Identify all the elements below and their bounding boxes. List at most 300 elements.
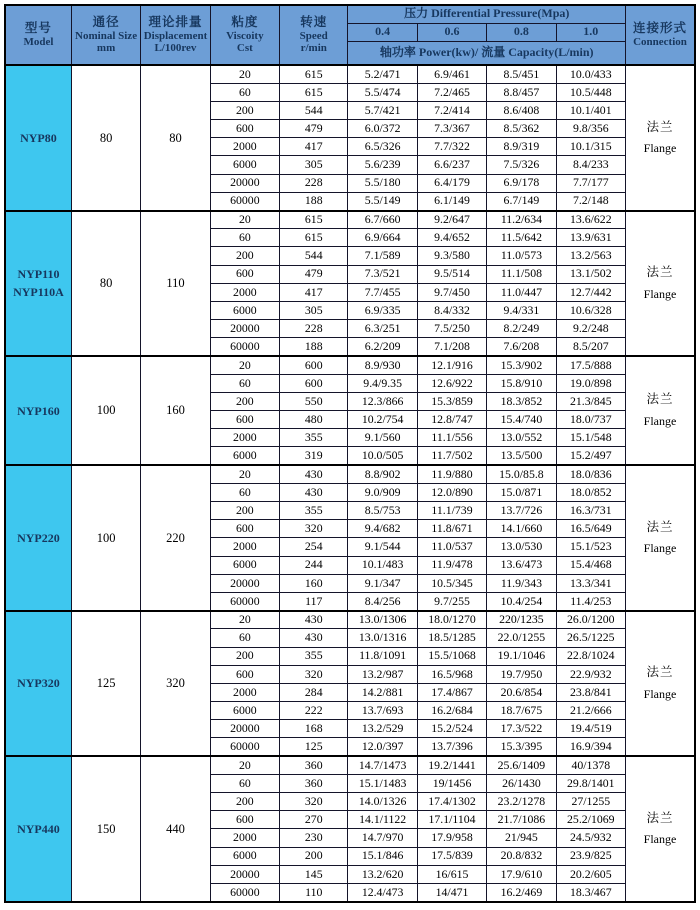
power-capacity-0.4-cell: 9.1/347 <box>348 574 417 592</box>
power-capacity-1.0-cell: 17.5/888 <box>556 356 625 374</box>
viscosity-cell: 600 <box>210 665 279 683</box>
connection-cell-line: 法兰 <box>646 810 674 825</box>
power-capacity-0.6-cell: 11.9/478 <box>417 556 486 574</box>
power-capacity-0.8-cell: 8.5/362 <box>487 120 556 138</box>
power-capacity-0.4-cell: 6.5/326 <box>348 138 417 156</box>
table-header <box>5 5 695 65</box>
power-capacity-1.0-cell: 16.9/394 <box>556 738 625 756</box>
header-connection-zh: 连接形式 <box>632 21 687 36</box>
speed-cell: 355 <box>280 502 348 520</box>
connection-cell-line: 法兰 <box>646 665 674 680</box>
viscosity-cell: 20 <box>210 465 279 483</box>
power-capacity-0.8-cell: 16.2/469 <box>487 883 556 901</box>
model-cell-line: NYP440 <box>17 821 60 836</box>
speed-cell: 355 <box>280 647 348 665</box>
connection-cell-line: Flange <box>643 541 677 556</box>
power-capacity-1.0-cell: 15.1/548 <box>556 429 625 447</box>
power-capacity-1.0-cell: 10.5/448 <box>556 83 625 101</box>
power-capacity-0.8-cell: 6.7/149 <box>487 192 556 210</box>
power-capacity-1.0-cell: 18.0/836 <box>556 465 625 483</box>
header-model-zh: 型号 <box>24 21 52 36</box>
displacement-cell: 110 <box>141 211 210 357</box>
power-capacity-0.8-cell: 22.0/1255 <box>487 629 556 647</box>
power-capacity-0.6-cell: 11.9/880 <box>417 465 486 483</box>
connection-cell <box>626 756 696 902</box>
power-capacity-0.6-cell: 9.3/580 <box>417 247 486 265</box>
viscosity-cell: 600 <box>210 265 279 283</box>
power-capacity-0.6-cell: 12.1/916 <box>417 356 486 374</box>
power-capacity-0.8-cell: 8.5/451 <box>487 65 556 83</box>
power-capacity-0.4-cell: 5.2/471 <box>348 65 417 83</box>
viscosity-cell: 2000 <box>210 683 279 701</box>
viscosity-cell: 20000 <box>210 574 279 592</box>
power-capacity-1.0-cell: 13.9/631 <box>556 229 625 247</box>
power-capacity-0.6-cell: 17.4/867 <box>417 683 486 701</box>
speed-cell: 430 <box>280 629 348 647</box>
viscosity-cell: 60000 <box>210 738 279 756</box>
power-capacity-0.8-cell: 15.4/740 <box>487 411 556 429</box>
speed-cell: 145 <box>280 865 348 883</box>
displacement-cell: 80 <box>141 65 210 211</box>
power-capacity-0.6-cell: 16.2/684 <box>417 702 486 720</box>
power-capacity-1.0-cell: 23.9/825 <box>556 847 625 865</box>
power-capacity-0.8-cell: 8.8/457 <box>487 83 556 101</box>
power-capacity-1.0-cell: 10.1/315 <box>556 138 625 156</box>
power-capacity-0.4-cell: 9.4/682 <box>348 520 417 538</box>
nominal-size-cell: 150 <box>71 756 140 902</box>
power-capacity-0.6-cell: 12.0/890 <box>417 483 486 501</box>
viscosity-cell: 6000 <box>210 156 279 174</box>
power-capacity-0.4-cell: 8.5/753 <box>348 502 417 520</box>
displacement-cell: 440 <box>141 756 210 902</box>
power-capacity-0.8-cell: 26/1430 <box>487 774 556 792</box>
connection-cell-line: 法兰 <box>646 392 674 407</box>
viscosity-cell: 2000 <box>210 138 279 156</box>
header-speed-unit: r/min <box>300 42 327 55</box>
power-capacity-1.0-cell: 23.8/841 <box>556 683 625 701</box>
speed-cell: 284 <box>280 683 348 701</box>
power-capacity-0.6-cell: 11.0/537 <box>417 538 486 556</box>
power-capacity-0.6-cell: 19/1456 <box>417 774 486 792</box>
power-capacity-0.4-cell: 10.0/505 <box>348 447 417 465</box>
power-capacity-0.8-cell: 21.7/1086 <box>487 811 556 829</box>
speed-cell: 615 <box>280 65 348 83</box>
power-capacity-1.0-cell: 15.4/468 <box>556 556 625 574</box>
model-cell-line: NYP80 <box>20 130 57 145</box>
header-nominal-size <box>71 5 140 65</box>
header-displacement <box>141 5 210 65</box>
speed-cell: 600 <box>280 374 348 392</box>
header-model <box>5 5 71 65</box>
connection-cell-line: Flange <box>643 686 677 701</box>
viscosity-cell: 200 <box>210 502 279 520</box>
power-capacity-0.6-cell: 12.8/747 <box>417 411 486 429</box>
power-capacity-0.8-cell: 11.0/447 <box>487 283 556 301</box>
power-capacity-0.6-cell: 7.3/367 <box>417 120 486 138</box>
power-capacity-0.8-cell: 15.0/871 <box>487 483 556 501</box>
header-connection <box>626 5 696 65</box>
viscosity-cell: 600 <box>210 120 279 138</box>
power-capacity-0.4-cell: 9.4/9.35 <box>348 374 417 392</box>
header-power-capacity: 轴功率 Power(kw)/ 流量 Capacity(L/min) <box>348 41 626 65</box>
viscosity-cell: 6000 <box>210 556 279 574</box>
spec-row <box>5 611 695 629</box>
power-capacity-0.4-cell: 15.1/846 <box>348 847 417 865</box>
pump-spec-table <box>4 4 696 903</box>
power-capacity-0.6-cell: 9.7/450 <box>417 283 486 301</box>
speed-cell: 320 <box>280 520 348 538</box>
speed-cell: 417 <box>280 138 348 156</box>
power-capacity-0.8-cell: 11.0/573 <box>487 247 556 265</box>
spec-row <box>5 65 695 83</box>
power-capacity-0.6-cell: 15.2/524 <box>417 720 486 738</box>
viscosity-cell: 600 <box>210 520 279 538</box>
power-capacity-1.0-cell: 22.8/1024 <box>556 647 625 665</box>
power-capacity-0.8-cell: 8.2/249 <box>487 320 556 338</box>
power-capacity-0.4-cell: 12.3/866 <box>348 392 417 410</box>
power-capacity-0.6-cell: 11.1/739 <box>417 502 486 520</box>
power-capacity-0.6-cell: 7.2/465 <box>417 83 486 101</box>
power-capacity-0.6-cell: 15.3/859 <box>417 392 486 410</box>
model-cell-line: NYP160 <box>17 403 60 418</box>
speed-cell: 160 <box>280 574 348 592</box>
power-capacity-1.0-cell: 19.0/898 <box>556 374 625 392</box>
spec-row <box>5 756 695 774</box>
pressure-value-0.4: 0.4 <box>348 23 417 41</box>
connection-cell <box>626 611 696 757</box>
power-capacity-0.6-cell: 17.4/1302 <box>417 793 486 811</box>
power-capacity-0.4-cell: 9.0/909 <box>348 483 417 501</box>
speed-cell: 430 <box>280 483 348 501</box>
power-capacity-1.0-cell: 8.4/233 <box>556 156 625 174</box>
speed-cell: 230 <box>280 829 348 847</box>
power-capacity-0.6-cell: 7.7/322 <box>417 138 486 156</box>
viscosity-cell: 6000 <box>210 447 279 465</box>
power-capacity-0.8-cell: 14.1/660 <box>487 520 556 538</box>
power-capacity-0.4-cell: 14.7/970 <box>348 829 417 847</box>
power-capacity-0.4-cell: 11.8/1091 <box>348 647 417 665</box>
power-capacity-0.6-cell: 6.4/179 <box>417 174 486 192</box>
power-capacity-0.4-cell: 5.5/474 <box>348 83 417 101</box>
power-capacity-1.0-cell: 16.3/731 <box>556 502 625 520</box>
viscosity-cell: 6000 <box>210 301 279 319</box>
speed-cell: 254 <box>280 538 348 556</box>
viscosity-cell: 200 <box>210 101 279 119</box>
power-capacity-0.8-cell: 18.7/675 <box>487 702 556 720</box>
power-capacity-0.6-cell: 19.2/1441 <box>417 756 486 774</box>
speed-cell: 188 <box>280 338 348 356</box>
power-capacity-0.8-cell: 21/945 <box>487 829 556 847</box>
power-capacity-0.8-cell: 20.8/832 <box>487 847 556 865</box>
power-capacity-0.8-cell: 25.6/1409 <box>487 756 556 774</box>
power-capacity-0.8-cell: 15.3/902 <box>487 356 556 374</box>
power-capacity-0.8-cell: 18.3/852 <box>487 392 556 410</box>
power-capacity-0.6-cell: 7.2/414 <box>417 101 486 119</box>
speed-cell: 222 <box>280 702 348 720</box>
power-capacity-0.8-cell: 13.0/530 <box>487 538 556 556</box>
power-capacity-0.8-cell: 11.5/642 <box>487 229 556 247</box>
power-capacity-0.8-cell: 7.6/208 <box>487 338 556 356</box>
power-capacity-1.0-cell: 18.0/852 <box>556 483 625 501</box>
power-capacity-0.6-cell: 16/615 <box>417 865 486 883</box>
power-capacity-0.4-cell: 8.9/930 <box>348 356 417 374</box>
connection-cell-line: Flange <box>643 832 677 847</box>
viscosity-cell: 200 <box>210 247 279 265</box>
viscosity-cell: 6000 <box>210 847 279 865</box>
power-capacity-1.0-cell: 10.0/433 <box>556 65 625 83</box>
speed-cell: 615 <box>280 211 348 229</box>
power-capacity-0.4-cell: 7.7/455 <box>348 283 417 301</box>
speed-cell: 430 <box>280 465 348 483</box>
power-capacity-0.4-cell: 12.0/397 <box>348 738 417 756</box>
power-capacity-1.0-cell: 9.2/248 <box>556 320 625 338</box>
power-capacity-1.0-cell: 18.0/737 <box>556 411 625 429</box>
speed-cell: 544 <box>280 101 348 119</box>
viscosity-cell: 20 <box>210 65 279 83</box>
connection-cell-line: 法兰 <box>646 519 674 534</box>
displacement-cell: 160 <box>141 356 210 465</box>
power-capacity-0.4-cell: 13.7/693 <box>348 702 417 720</box>
power-capacity-0.8-cell: 13.6/473 <box>487 556 556 574</box>
viscosity-cell: 600 <box>210 411 279 429</box>
header-connection-en: Connection <box>633 35 687 48</box>
power-capacity-0.6-cell: 6.1/149 <box>417 192 486 210</box>
spec-row <box>5 356 695 374</box>
power-capacity-1.0-cell: 26.5/1225 <box>556 629 625 647</box>
connection-cell-line: Flange <box>643 286 677 301</box>
power-capacity-0.6-cell: 15.5/1068 <box>417 647 486 665</box>
model-cell <box>5 211 71 357</box>
power-capacity-0.8-cell: 11.1/508 <box>487 265 556 283</box>
viscosity-cell: 60 <box>210 483 279 501</box>
power-capacity-1.0-cell: 18.3/467 <box>556 883 625 901</box>
power-capacity-0.6-cell: 11.1/556 <box>417 429 486 447</box>
viscosity-cell: 200 <box>210 793 279 811</box>
header-speed-zh: 转速 <box>300 15 328 30</box>
header-viscosity-unit: Cst <box>236 42 253 55</box>
power-capacity-0.8-cell: 17.3/522 <box>487 720 556 738</box>
power-capacity-0.8-cell: 19.7/950 <box>487 665 556 683</box>
speed-cell: 544 <box>280 247 348 265</box>
power-capacity-0.8-cell: 11.9/343 <box>487 574 556 592</box>
model-cell-line: NYP220 <box>17 530 60 545</box>
power-capacity-0.4-cell: 10.1/483 <box>348 556 417 574</box>
power-capacity-1.0-cell: 40/1378 <box>556 756 625 774</box>
power-capacity-0.4-cell: 10.2/754 <box>348 411 417 429</box>
model-cell <box>5 611 71 757</box>
speed-cell: 117 <box>280 592 348 610</box>
speed-cell: 270 <box>280 811 348 829</box>
viscosity-cell: 2000 <box>210 429 279 447</box>
viscosity-cell: 20000 <box>210 865 279 883</box>
power-capacity-0.6-cell: 9.7/255 <box>417 592 486 610</box>
pressure-value-0.6: 0.6 <box>417 23 486 41</box>
header-viscosity-zh: 粘度 <box>231 15 259 30</box>
table-body <box>5 65 695 902</box>
power-capacity-0.4-cell: 9.1/544 <box>348 538 417 556</box>
power-capacity-0.4-cell: 13.2/987 <box>348 665 417 683</box>
power-capacity-0.6-cell: 7.1/208 <box>417 338 486 356</box>
speed-cell: 228 <box>280 174 348 192</box>
power-capacity-1.0-cell: 29.8/1401 <box>556 774 625 792</box>
header-nominal-unit: mm <box>96 42 116 55</box>
viscosity-cell: 60 <box>210 774 279 792</box>
speed-cell: 320 <box>280 793 348 811</box>
header-displacement-zh: 理论排量 <box>148 15 203 30</box>
header-nominal-en: Nominal Size <box>75 29 138 42</box>
power-capacity-0.4-cell: 7.3/521 <box>348 265 417 283</box>
power-capacity-1.0-cell: 16.5/649 <box>556 520 625 538</box>
power-capacity-0.8-cell: 11.2/634 <box>487 211 556 229</box>
viscosity-cell: 2000 <box>210 829 279 847</box>
displacement-cell: 320 <box>141 611 210 757</box>
viscosity-cell: 20 <box>210 756 279 774</box>
power-capacity-0.8-cell: 19.1/1046 <box>487 647 556 665</box>
connection-cell <box>626 211 696 357</box>
power-capacity-0.4-cell: 5.6/239 <box>348 156 417 174</box>
viscosity-cell: 20000 <box>210 720 279 738</box>
viscosity-cell: 60 <box>210 229 279 247</box>
power-capacity-1.0-cell: 12.7/442 <box>556 283 625 301</box>
nominal-size-cell: 100 <box>71 465 140 611</box>
power-capacity-0.6-cell: 6.9/461 <box>417 65 486 83</box>
viscosity-cell: 20 <box>210 611 279 629</box>
power-capacity-0.8-cell: 15.8/910 <box>487 374 556 392</box>
connection-cell-line: 法兰 <box>646 119 674 134</box>
power-capacity-0.8-cell: 8.6/408 <box>487 101 556 119</box>
viscosity-cell: 2000 <box>210 538 279 556</box>
speed-cell: 319 <box>280 447 348 465</box>
power-capacity-0.6-cell: 17.9/958 <box>417 829 486 847</box>
power-capacity-1.0-cell: 13.6/622 <box>556 211 625 229</box>
speed-cell: 305 <box>280 156 348 174</box>
power-capacity-0.8-cell: 8.9/319 <box>487 138 556 156</box>
viscosity-cell: 60000 <box>210 883 279 901</box>
power-capacity-1.0-cell: 13.3/341 <box>556 574 625 592</box>
power-capacity-1.0-cell: 20.2/605 <box>556 865 625 883</box>
power-capacity-0.4-cell: 6.9/335 <box>348 301 417 319</box>
spec-row <box>5 211 695 229</box>
connection-cell-line: Flange <box>643 413 677 428</box>
power-capacity-0.4-cell: 14.0/1326 <box>348 793 417 811</box>
viscosity-cell: 60000 <box>210 338 279 356</box>
power-capacity-0.8-cell: 7.5/326 <box>487 156 556 174</box>
viscosity-cell: 2000 <box>210 283 279 301</box>
speed-cell: 320 <box>280 665 348 683</box>
model-cell <box>5 356 71 465</box>
power-capacity-0.4-cell: 13.2/620 <box>348 865 417 883</box>
power-capacity-0.6-cell: 10.5/345 <box>417 574 486 592</box>
speed-cell: 200 <box>280 847 348 865</box>
pressure-value-1.0: 1.0 <box>556 23 625 41</box>
power-capacity-1.0-cell: 27/1255 <box>556 793 625 811</box>
power-capacity-0.6-cell: 11.8/671 <box>417 520 486 538</box>
model-cell-line: NYP320 <box>17 676 60 691</box>
header-speed-en: Speed <box>299 29 328 42</box>
speed-cell: 615 <box>280 83 348 101</box>
power-capacity-0.6-cell: 6.6/237 <box>417 156 486 174</box>
power-capacity-1.0-cell: 11.4/253 <box>556 592 625 610</box>
speed-cell: 228 <box>280 320 348 338</box>
power-capacity-1.0-cell: 21.3/845 <box>556 392 625 410</box>
connection-cell <box>626 465 696 611</box>
power-capacity-0.4-cell: 8.8/902 <box>348 465 417 483</box>
header-displacement-en: Displacement <box>143 29 208 42</box>
speed-cell: 417 <box>280 283 348 301</box>
speed-cell: 305 <box>280 301 348 319</box>
power-capacity-0.6-cell: 9.2/647 <box>417 211 486 229</box>
power-capacity-0.4-cell: 7.1/589 <box>348 247 417 265</box>
speed-cell: 188 <box>280 192 348 210</box>
model-cell-line: NYP110 <box>17 267 60 282</box>
power-capacity-1.0-cell: 25.2/1069 <box>556 811 625 829</box>
power-capacity-0.4-cell: 13.2/529 <box>348 720 417 738</box>
displacement-cell: 220 <box>141 465 210 611</box>
power-capacity-0.6-cell: 12.6/922 <box>417 374 486 392</box>
viscosity-cell: 60 <box>210 374 279 392</box>
power-capacity-0.8-cell: 15.3/395 <box>487 738 556 756</box>
power-capacity-1.0-cell: 15.2/497 <box>556 447 625 465</box>
power-capacity-1.0-cell: 13.2/563 <box>556 247 625 265</box>
power-capacity-0.6-cell: 13.7/396 <box>417 738 486 756</box>
power-capacity-0.4-cell: 14.7/1473 <box>348 756 417 774</box>
power-capacity-1.0-cell: 21.2/666 <box>556 702 625 720</box>
power-capacity-0.6-cell: 17.5/839 <box>417 847 486 865</box>
power-capacity-1.0-cell: 26.0/1200 <box>556 611 625 629</box>
power-capacity-0.8-cell: 10.4/254 <box>487 592 556 610</box>
speed-cell: 430 <box>280 611 348 629</box>
model-cell <box>5 465 71 611</box>
power-capacity-0.8-cell: 17.9/610 <box>487 865 556 883</box>
power-capacity-0.4-cell: 14.2/881 <box>348 683 417 701</box>
connection-cell-line: Flange <box>643 141 677 156</box>
power-capacity-1.0-cell: 24.5/932 <box>556 829 625 847</box>
speed-cell: 360 <box>280 774 348 792</box>
power-capacity-0.4-cell: 13.0/1316 <box>348 629 417 647</box>
power-capacity-0.4-cell: 15.1/1483 <box>348 774 417 792</box>
power-capacity-0.4-cell: 6.0/372 <box>348 120 417 138</box>
connection-cell <box>626 65 696 211</box>
speed-cell: 125 <box>280 738 348 756</box>
power-capacity-1.0-cell: 15.1/523 <box>556 538 625 556</box>
header-pressure-title: 压力 Differential Pressure(Mpa) <box>348 5 626 23</box>
header-viscosity-en: Viscoity <box>226 29 264 42</box>
nominal-size-cell: 80 <box>71 65 140 211</box>
power-capacity-0.6-cell: 9.4/652 <box>417 229 486 247</box>
power-capacity-0.6-cell: 17.1/1104 <box>417 811 486 829</box>
speed-cell: 550 <box>280 392 348 410</box>
header-nominal-zh: 通径 <box>92 15 120 30</box>
speed-cell: 355 <box>280 429 348 447</box>
power-capacity-0.4-cell: 14.1/1122 <box>348 811 417 829</box>
power-capacity-1.0-cell: 22.9/932 <box>556 665 625 683</box>
power-capacity-0.4-cell: 6.2/209 <box>348 338 417 356</box>
viscosity-cell: 20000 <box>210 320 279 338</box>
pressure-value-0.8: 0.8 <box>487 23 556 41</box>
power-capacity-0.8-cell: 23.2/1278 <box>487 793 556 811</box>
power-capacity-0.4-cell: 6.7/660 <box>348 211 417 229</box>
viscosity-cell: 20000 <box>210 174 279 192</box>
power-capacity-0.4-cell: 5.5/149 <box>348 192 417 210</box>
power-capacity-0.4-cell: 12.4/473 <box>348 883 417 901</box>
power-capacity-0.8-cell: 9.4/331 <box>487 301 556 319</box>
power-capacity-0.6-cell: 7.5/250 <box>417 320 486 338</box>
power-capacity-0.8-cell: 13.7/726 <box>487 502 556 520</box>
speed-cell: 110 <box>280 883 348 901</box>
model-cell-line: NYP110A <box>13 285 64 300</box>
power-capacity-1.0-cell: 9.8/356 <box>556 120 625 138</box>
header-speed <box>280 5 348 65</box>
